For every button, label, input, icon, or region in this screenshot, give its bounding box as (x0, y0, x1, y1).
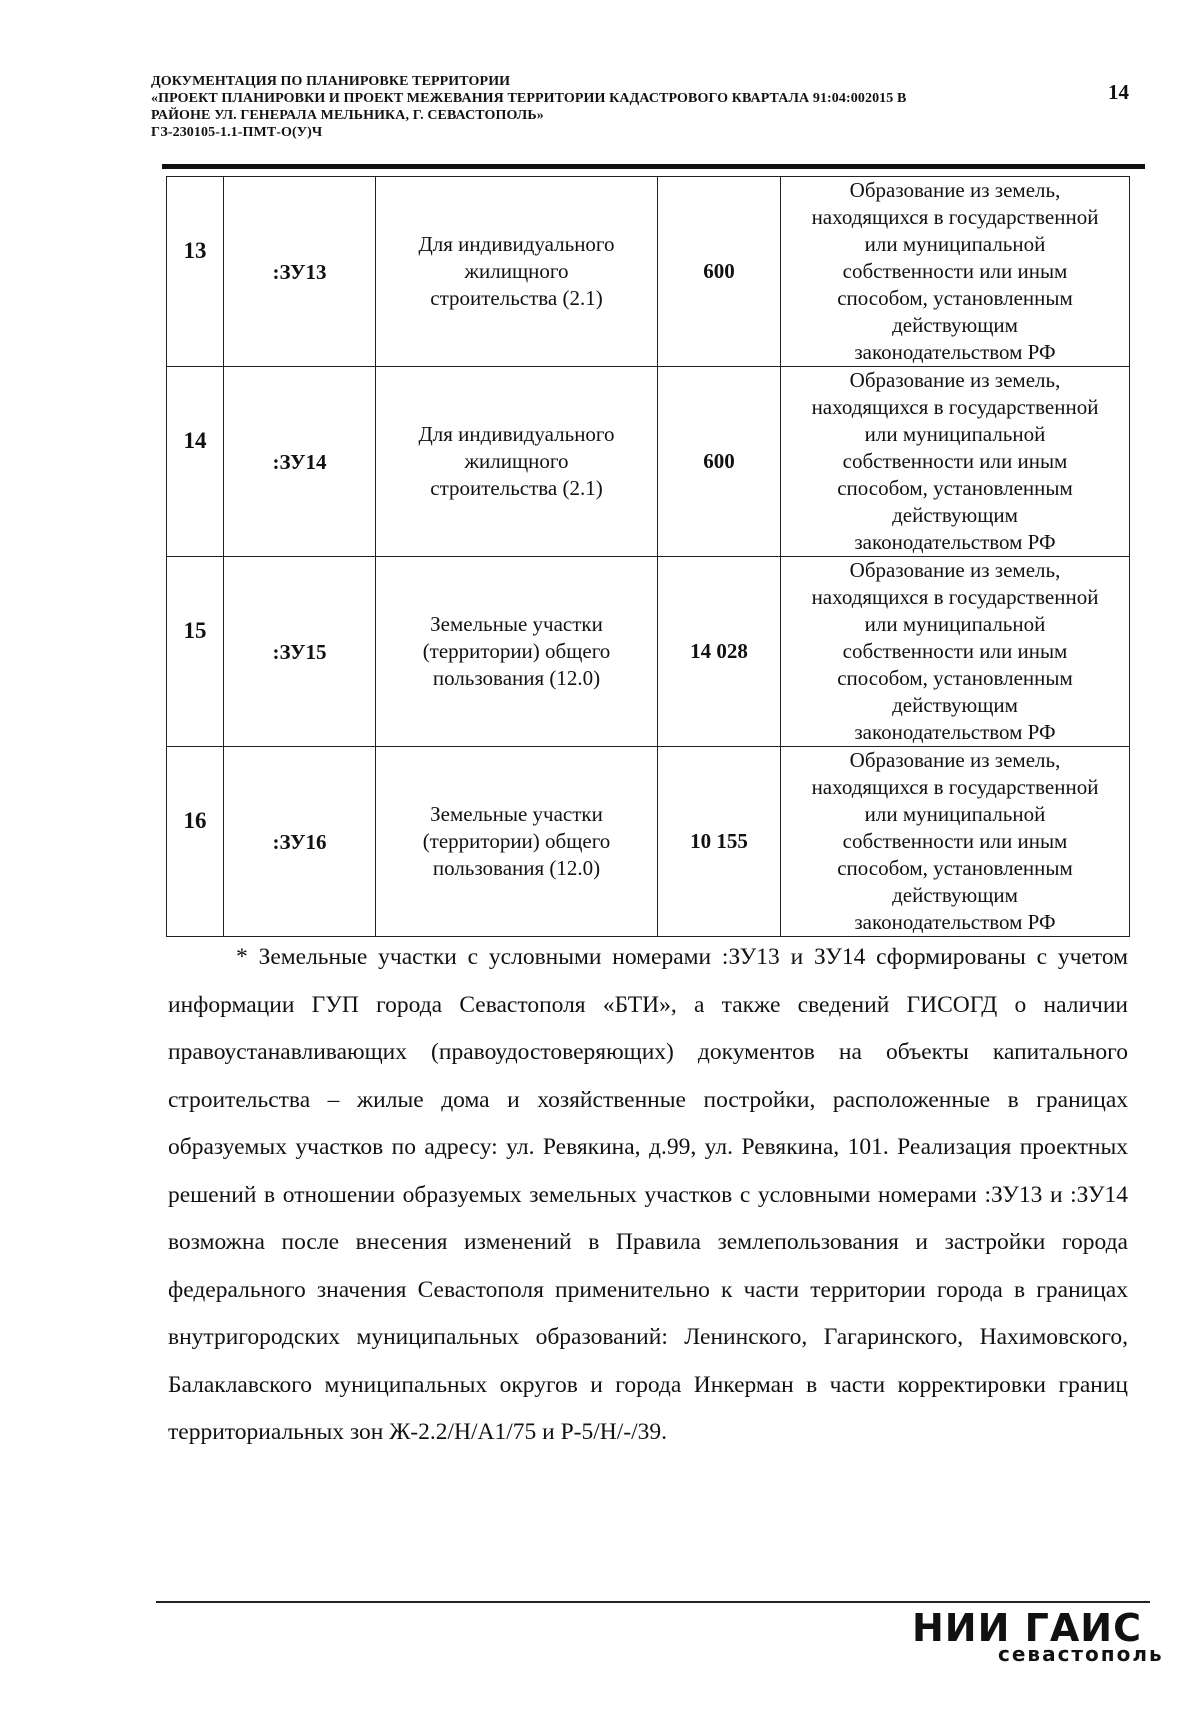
land-use-cell-line: строительства (2.1) (430, 286, 603, 310)
formation-basis-cell-line: Образование из земель, (849, 368, 1061, 392)
formation-basis-cell-line: или муниципальной (864, 612, 1046, 636)
land-use-cell (376, 557, 658, 747)
org-logo (900, 1606, 1164, 1666)
formation-basis-cell-line: или муниципальной (864, 422, 1046, 446)
table-body (167, 177, 1130, 937)
formation-basis-cell-line: находящихся в государственной (811, 395, 1099, 419)
document-header (151, 73, 1091, 141)
formation-basis-cell (781, 747, 1130, 937)
formation-basis-cell-line: законодательством РФ (854, 340, 1056, 364)
land-use-cell (376, 367, 658, 557)
land-use-cell-line: строительства (2.1) (430, 476, 603, 500)
land-use-cell-line: пользования (12.0) (432, 666, 601, 690)
formation-basis-cell-line: законодательством РФ (854, 720, 1056, 744)
land-use-cell-line: Земельные участки (430, 612, 603, 636)
formation-basis-cell-line: способом, установленным (837, 856, 1073, 880)
land-use-cell-line: жилищного (464, 449, 569, 473)
land-use-cell-line: (территории) общего (422, 829, 611, 853)
land-use-cell-line: Для индивидуального (418, 422, 615, 446)
formation-basis-cell-line: действующим (892, 883, 1018, 907)
formation-basis-cell-line: Образование из земель, (849, 558, 1061, 582)
formation-basis-cell-line: действующим (892, 693, 1018, 717)
footer-divider (156, 1601, 1150, 1603)
formation-basis-cell-line: Образование из земель, (849, 748, 1061, 772)
header-divider (162, 164, 1145, 169)
land-use-cell-line: пользования (12.0) (432, 856, 601, 880)
plot-code-cell: :ЗУ13 (224, 177, 376, 367)
table-row (167, 557, 1130, 747)
area-cell: 600 (658, 177, 781, 367)
plot-code-cell: :ЗУ14 (224, 367, 376, 557)
formation-basis-cell-line: законодательством РФ (854, 530, 1056, 554)
row-number-cell: 15 (167, 557, 224, 747)
plot-code-cell: :ЗУ15 (224, 557, 376, 747)
formation-basis-cell-line: способом, установленным (837, 286, 1073, 310)
area-cell: 14 028 (658, 557, 781, 747)
table-row (167, 177, 1130, 367)
formation-basis-cell (781, 177, 1130, 367)
table-row (167, 747, 1130, 937)
formation-basis-cell-line: законодательством РФ (854, 910, 1056, 934)
header-line-4: ГЗ-230105-1.1-ПМТ-О(У)Ч (151, 125, 323, 140)
area-cell: 600 (658, 367, 781, 557)
formation-basis-cell-line: находящихся в государственной (811, 775, 1099, 799)
formation-basis-cell (781, 557, 1130, 747)
formation-basis-cell-line: действующим (892, 313, 1018, 337)
formation-basis-cell-line: действующим (892, 503, 1018, 527)
land-use-cell-line: Земельные участки (430, 802, 603, 826)
formation-basis-cell-line: собственности или иным (842, 639, 1068, 663)
formation-basis-cell-line: способом, установленным (837, 666, 1073, 690)
formation-basis-cell-line: или муниципальной (864, 802, 1046, 826)
header-line-1: ДОКУМЕНТАЦИЯ ПО ПЛАНИРОВКЕ ТЕРРИТОРИИ (151, 74, 511, 89)
land-plots-table (166, 176, 1130, 937)
footnote-text (168, 934, 1128, 1457)
header-line-2: «ПРОЕКТ ПЛАНИРОВКИ И ПРОЕКТ МЕЖЕВАНИЯ ТЕРРИТОРИИ КАДАСТРОВОГО КВАРТАЛА 91:04:002015 В (151, 91, 907, 106)
formation-basis-cell-line: находящихся в государственной (811, 585, 1099, 609)
row-number-cell: 14 (167, 367, 224, 557)
formation-basis-cell-line: или муниципальной (864, 232, 1046, 256)
row-number-cell: 13 (167, 177, 224, 367)
formation-basis-cell-line: находящихся в государственной (811, 205, 1099, 229)
land-use-cell-line: Для индивидуального (418, 232, 615, 256)
row-number-cell: 16 (167, 747, 224, 937)
formation-basis-cell-line: Образование из земель, (849, 178, 1061, 202)
land-use-cell-line: (территории) общего (422, 639, 611, 663)
formation-basis-cell-line: собственности или иным (842, 449, 1068, 473)
page-number: 14 (1108, 80, 1129, 104)
table-row (167, 367, 1130, 557)
land-use-cell-line: жилищного (464, 259, 569, 283)
plot-code-cell: :ЗУ16 (224, 747, 376, 937)
header-line-3: РАЙОНЕ УЛ. ГЕНЕРАЛА МЕЛЬНИКА, Г. СЕВАСТОПОЛЬ» (151, 108, 544, 123)
logo-sub-text: севастополь (998, 1642, 1164, 1666)
formation-basis-cell-line: собственности или иным (842, 829, 1068, 853)
formation-basis-cell-line: способом, установленным (837, 476, 1073, 500)
land-use-cell (376, 177, 658, 367)
formation-basis-cell-line: собственности или иным (842, 259, 1068, 283)
area-cell: 10 155 (658, 747, 781, 937)
land-use-cell (376, 747, 658, 937)
formation-basis-cell (781, 367, 1130, 557)
logo-main-text: НИИ ГАИС (912, 1606, 1142, 1650)
footnote-paragraph: * Земельные участки с условными номерами :ЗУ13 и ЗУ14 сформированы с учетом информации ГУП города Севастополя «БТИ», а также сведений ГИСОГД о наличии правоустанавливающих (правоудостоверяющих) документов на объекты капитального строительства – жилые дома и хозяйственные постройки, расположенные в границах образуемых участков по адресу: ул. Ревякина, д.99, ул. Ревякина, 101. Реализация проектных решений в отношении образуемых земельных участков с условными номерами :ЗУ13 и :ЗУ14 возможна после внесения изменений в Правила землепользования и застройки города федерального значения Севастополя применительно к части территории города в границах внутригородских муниципальных образований: Ленинского, Гагаринского, Нахимовского, Балаклавского муниципальных округов и города Инкерман в части корректировки границ территориальных зон Ж-2.2/Н/А1/75 и Р-5/Н/-/39. (168, 944, 1128, 1445)
